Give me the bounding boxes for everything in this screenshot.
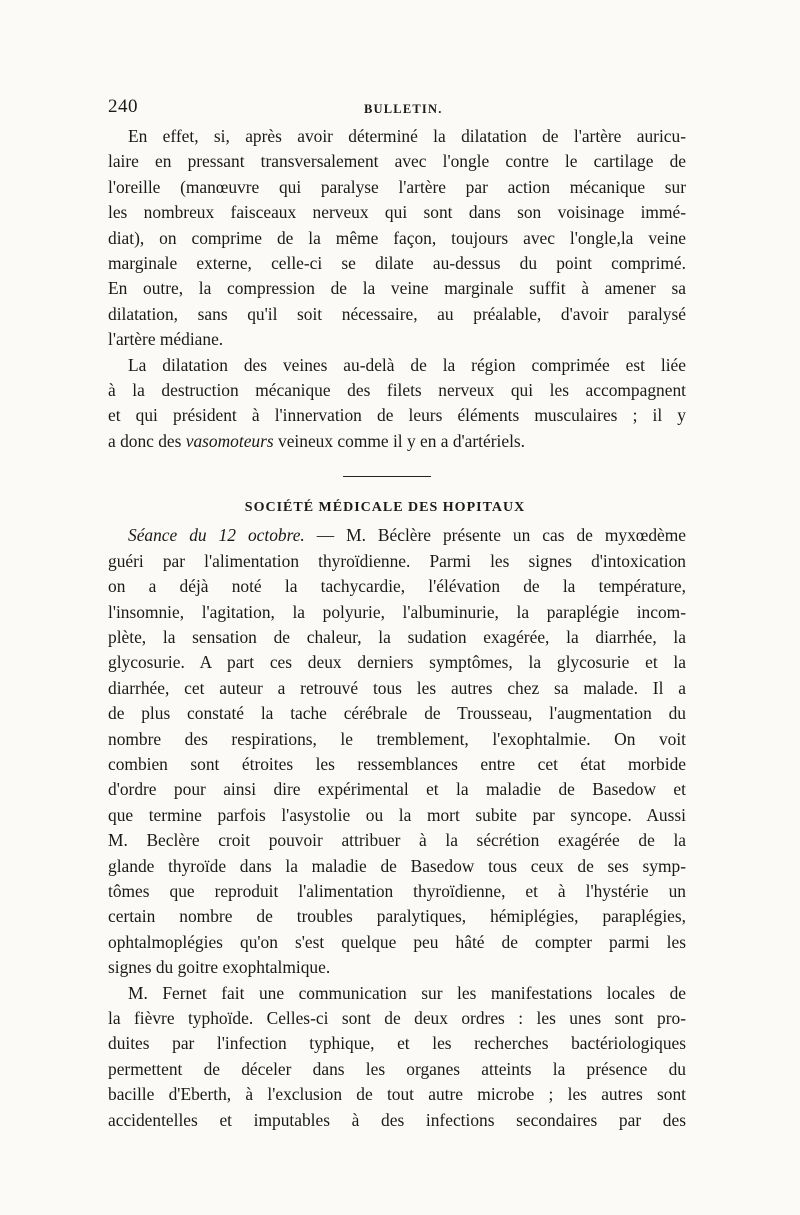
text-fragment: a donc des — [108, 430, 186, 451]
text-line — [108, 523, 686, 548]
running-head — [108, 96, 686, 124]
text-line: de plus constaté la tache cérébrale de Trousseau, l'augmentation du — [108, 703, 686, 724]
text-line: diat), on comprime de la même façon, toujours avec l'ongle,la veine — [108, 227, 686, 248]
text-line: diarrhée, cet auteur a retrouvé tous les autres chez sa malade. Il a — [108, 677, 686, 698]
paragraph-fernet — [108, 981, 686, 1133]
text-line: glycosurie. A part ces deux derniers symptômes, la glycosurie et la — [108, 652, 686, 673]
document-page — [108, 96, 686, 1133]
paragraph-dilatation-artere — [108, 124, 686, 353]
text-line: La dilatation des veines au-delà de la région comprimée est liée — [128, 354, 686, 375]
text-line: l'insomnie, l'agitation, la polyurie, l'albuminurie, la paraplégie incom- — [108, 601, 686, 622]
text-line: on a déjà noté la tachycardie, l'élévation de la température, — [108, 576, 686, 597]
session-date: Séance du 12 octobre. — [128, 525, 305, 546]
text-line: signes du goitre exophtalmique. — [108, 957, 331, 978]
text-line: la fièvre typhoïde. Celles-ci sont de deux ordres : les unes sont pro- — [108, 1008, 686, 1028]
text-line: ophtalmoplégies qu'on s'est quelque peu hâté de compter parmi les — [108, 931, 686, 952]
text-line — [108, 429, 686, 454]
text-line: les nombreux faisceaux nerveux qui sont dans son voisinage immé- — [108, 202, 686, 223]
text-fragment: veineux comme il y en a d'artériels. — [273, 430, 526, 451]
text-line: l'oreille (manœuvre qui paralyse l'artère par action mécanique sur — [108, 176, 686, 197]
text-line: et qui président à l'innervation de leurs éléments musculaires ; il y — [108, 405, 686, 426]
text-line: l'artère médiane. — [108, 329, 224, 350]
text-line: certain nombre de troubles paralytiques, hémiplégies, paraplégies, — [108, 906, 686, 927]
text-line: d'ordre pour ainsi dire expérimental et la maladie de Basedow et — [108, 779, 686, 800]
text-line: bacille d'Eberth, à l'exclusion de tout autre microbe ; les autres sont — [108, 1084, 686, 1105]
text-line: M. Fernet fait une communication sur les manifestations locales de — [128, 982, 686, 1003]
text-line: En effet, si, après avoir déterminé la dilatation de l'artère auricu- — [128, 126, 686, 146]
paragraph-dilatation-veines — [108, 353, 686, 455]
section-divider — [343, 476, 431, 477]
text-line: laire en pressant transversalement avec l'ongle contre le cartilage de — [108, 151, 686, 172]
text-line: que termine parfois l'asystolie ou la mort subite par syncope. Aussi — [108, 804, 686, 825]
text-line: tômes que reproduit l'alimentation thyroïdienne, et à l'hystérie un — [108, 880, 686, 901]
text-line: glande thyroïde dans la maladie de Basedow tous ceux de ses symp- — [108, 855, 686, 876]
text-fragment: — M. Béclère présente un cas de myxœdème — [304, 525, 686, 546]
text-line: En outre, la compression de la veine marginale suffit à amener sa — [108, 278, 686, 299]
text-line: guéri par l'alimentation thyroïdienne. Parmi les signes d'intoxication — [108, 550, 686, 571]
section-heading: SOCIÉTÉ MÉDICALE DES HOPITAUX — [244, 500, 526, 516]
text-line: accidentelles et imputables à des infections secondaires par des — [108, 1109, 686, 1130]
text-line: plète, la sensation de chaleur, la sudation exagérée, la diarrhée, la — [108, 626, 686, 647]
paragraph-beclere — [108, 523, 686, 980]
text-line: duites par l'infection typhique, et les recherches bactériologiques — [108, 1033, 686, 1054]
text-line: marginale externe, celle-ci se dilate au-dessus du point comprimé. — [108, 253, 686, 274]
text-line: permettent de déceler dans les organes atteints la présence du — [108, 1058, 686, 1079]
italic-term: vasomoteurs — [185, 430, 274, 451]
journal-title: BULLETIN. — [364, 102, 443, 116]
text-line: combien sont étroites les ressemblances entre cet état morbide — [108, 753, 686, 774]
page-number: 240 — [108, 96, 138, 117]
text-line: à la destruction mécanique des filets nerveux qui les accompagnent — [108, 380, 686, 401]
text-line: M. Beclère croit pouvoir attribuer à la sécrétion exagérée de la — [108, 830, 686, 851]
text-line: dilatation, sans qu'il soit nécessaire, au préalable, d'avoir paralysé — [108, 303, 686, 324]
text-line: nombre des respirations, le tremblement, l'exophtalmie. On voit — [108, 728, 686, 749]
